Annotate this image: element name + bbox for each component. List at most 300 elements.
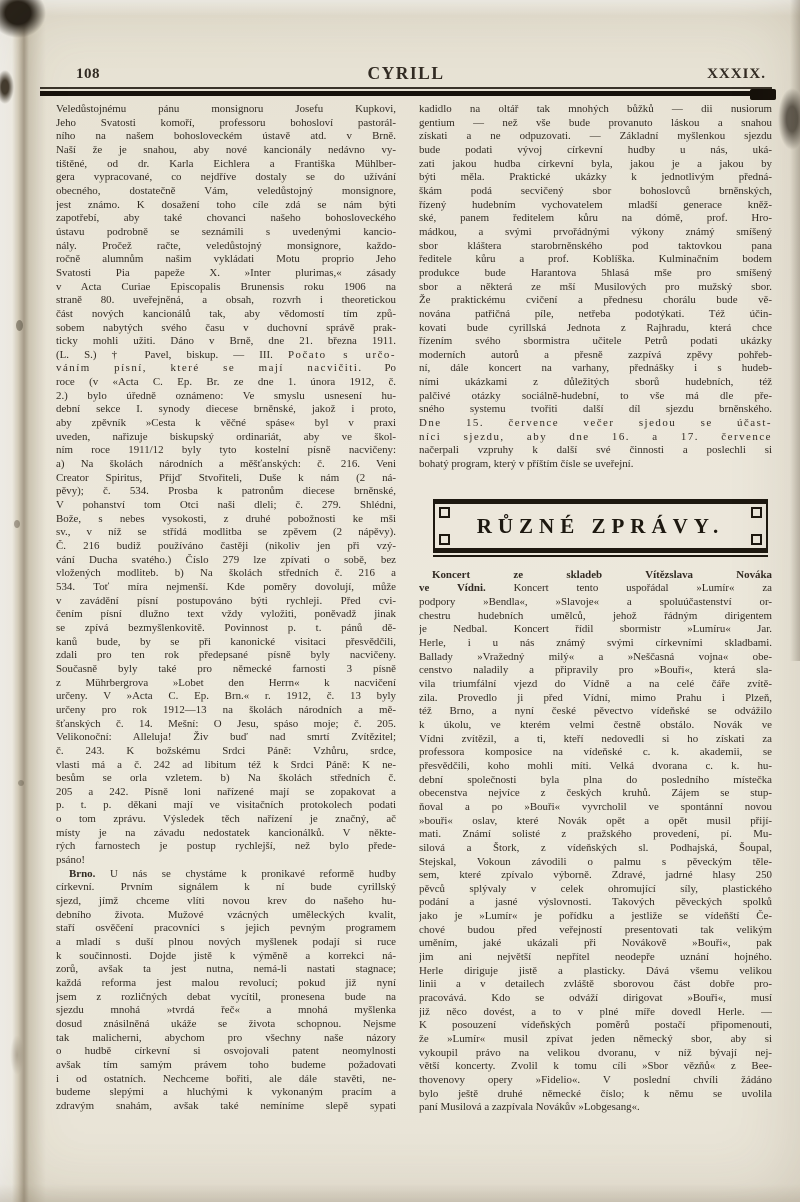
text-run: z Mührbergrova »Lobet den Herrn« k nacvičení <box>56 676 396 689</box>
text-line <box>56 909 396 923</box>
text-run: avšak tím samým právem toho budeme požadovati <box>56 1058 396 1071</box>
text-line <box>419 937 772 951</box>
text-line <box>56 240 396 254</box>
text-line <box>419 240 772 254</box>
text-run: thovenovy opery »Fidelio«. V poslední chvíli žádáno <box>419 1074 772 1086</box>
text-line <box>419 1033 772 1047</box>
text-run: sného systemu tvořiti další díl sjezdu brněnského. <box>419 403 772 416</box>
text-line <box>56 472 396 486</box>
text-line <box>419 692 772 706</box>
text-line <box>419 281 772 295</box>
text-run: vložených modliteb. b) Na školách středních č. 216 a <box>56 567 396 580</box>
text-line <box>56 308 396 322</box>
text-run: nály. Pročež račte, veledůstojný monsignore, každo- <box>56 239 396 252</box>
bold-run: Brno. <box>69 867 96 880</box>
text-line <box>56 513 396 527</box>
text-run: Naší že je snahou, aby nové kancionály nedávno vy- <box>56 143 396 156</box>
text-run: a mladí s duší plnou nových myšlenek podají si ruce <box>56 936 396 949</box>
text-run: sbor kláštera starobrněnského pod taktovkou pana <box>419 239 772 252</box>
text-line <box>56 294 396 308</box>
text-run: chové budou před veřejností presentovati tak velikým <box>419 923 772 936</box>
text-line <box>56 663 396 677</box>
scan-artifact <box>0 70 14 104</box>
text-run: gera vypracované, co nejdříve dostaly se do užívání <box>56 171 396 184</box>
text-run: »bouři« oslav, které Novák opět a opět musil přijí- <box>419 814 772 827</box>
text-run: ními ukázkami z důležitých sborů hudebních, též <box>419 376 772 389</box>
text-line <box>419 212 772 226</box>
text-run: ticky mohli užiti. Dáno v Brně, dne 21. března 1911. <box>56 335 396 348</box>
text-run: šťanských č. 14. Mešní: O Jesu, spáso moje; č. 205. <box>56 717 396 730</box>
text-line <box>419 185 772 199</box>
text-line <box>419 376 772 390</box>
text-line <box>419 158 772 172</box>
text-run: Stejskal, Vokoun závodili o palmu s pěveckým těle- <box>419 855 772 868</box>
text-line <box>56 936 396 950</box>
text-line <box>419 1006 772 1020</box>
text-run: sobem nabytých svého času v duchovní správě prak- <box>56 321 396 334</box>
text-run: bylo ještě druhé německé číslo; k němu se uvolila <box>419 1087 772 1100</box>
text-run: se zpívá bezmyšlenkovitě. Povinnost p. t. pánů dě- <box>56 621 396 634</box>
text-run: i od ostatních. Nechceme bořiti, ale dále stavěti, ne- <box>56 1072 396 1085</box>
text-line <box>56 144 396 158</box>
text-run: Současně byly také pro německé farnosti 3 písně <box>56 662 396 675</box>
text-line <box>419 951 772 965</box>
text-line <box>56 458 396 472</box>
text-line <box>56 718 396 732</box>
paragraph <box>419 569 772 1115</box>
text-run: zati jakou hudba církevní byla, jakou je a jakou by <box>419 157 772 170</box>
text-line <box>419 1019 772 1033</box>
text-line <box>56 690 396 704</box>
text-line <box>56 130 396 144</box>
text-line <box>56 349 396 363</box>
text-line <box>419 801 772 815</box>
text-run: zapotřebí, aby také chovanci našeho bohosloveckého <box>56 212 396 225</box>
text-line <box>419 144 772 158</box>
text-run: (L. S.) † Pavel, biskup. — III. <box>56 348 288 361</box>
text-run: Svatosti Pia papeže X. »Inter plurimas,« zásady <box>56 266 396 279</box>
text-run: místy je na závadu nedostatek kancionálků. V někte- <box>56 826 396 839</box>
text-line <box>56 868 396 882</box>
text-run: o tom zprávu. Výsledek těch nařízení je značný, ač <box>56 813 396 826</box>
text-line <box>419 719 772 733</box>
letterspaced-run: váním písní, které se mají nacvičiti. <box>56 362 363 375</box>
volume-number: XXXIX. <box>707 66 766 82</box>
text-run: U nás se chystáme k pronikavé reformě hudby <box>95 867 396 880</box>
text-line <box>419 569 772 583</box>
text-run: sbor a některá ze mší Musilových pro mužský sbor. <box>419 280 772 293</box>
text-line <box>419 458 772 472</box>
text-line <box>419 253 772 267</box>
paragraph <box>56 103 396 868</box>
text-run: Jeho Svatosti komoří, professoru bohosloví pastorál- <box>56 116 396 129</box>
scan-artifact <box>10 1035 24 1075</box>
text-run: censtvo naladily a připravily pro »Bouři«, která sla- <box>419 664 772 677</box>
text-run: gentium — než vše bude provanuto láskou a snahou <box>419 116 772 129</box>
letterspaced-run: Dne 15. července večer sjedou se účast- <box>419 417 772 430</box>
text-line <box>419 705 772 719</box>
text-run: Herle diriguje jistě a plasticky. Dává všemu velikou <box>419 964 772 977</box>
text-line <box>56 322 396 336</box>
text-run: straně 80. uveřejněná, a obsah, rozvrh i theoretickou <box>56 294 396 307</box>
text-line <box>56 335 396 349</box>
text-line <box>419 678 772 692</box>
text-run: zdravým snahám, avšak také nemíníme slepě sypati <box>56 1099 396 1112</box>
text-run: besům se orla vzletem. b) Na školách středních č. <box>56 772 396 785</box>
text-line <box>56 581 396 595</box>
text-line <box>56 881 396 895</box>
text-line <box>419 869 772 883</box>
text-run: též Brno, a nyní české pěvectvo vídeňské se odvážilo <box>419 705 772 718</box>
text-run: určeny pro rok 1912—13 na školách národních a mě- <box>56 703 396 716</box>
text-run: rých farnostech je postup rychlejší, než bylo přede- <box>56 840 396 853</box>
text-run: je Nedbal. Koncert řídil sbormistr »Lumíru« Jar. <box>419 623 772 636</box>
text-run: chestru hudebních umělců, jehož řádným dirigentem <box>419 609 772 622</box>
text-run: k úkolu, ve kterém velmi čestně obstálo. Novák ve <box>419 718 772 731</box>
header-rule-end-blob <box>750 89 776 100</box>
text-line <box>56 540 396 554</box>
text-line <box>419 349 772 363</box>
text-line <box>56 212 396 226</box>
text-run: Po <box>362 362 396 375</box>
text-line <box>56 117 396 131</box>
scan-edge-bottom <box>0 1184 800 1202</box>
text-run: zdali pro ten rok předepsané písně byly nacvičeny. <box>56 649 396 662</box>
text-run: Koncert tento uspořádal »Lumír« za <box>485 582 772 595</box>
text-run: pěvy); č. 534. Prosba k patronům diecese brněnské, <box>56 485 396 498</box>
text-line <box>56 950 396 964</box>
text-run: debního života. Mužové vzácných uměleckých kvalit, <box>56 908 396 921</box>
text-run: řízením svého sbormistra učitele Petrů podati ukázky <box>419 335 772 348</box>
text-run: budeme slepými a hluchými k vykonaným pracím a <box>56 1086 396 1099</box>
text-run: Bože, s nebes vysokosti, z druhé pobožnosti ke mši <box>56 512 396 525</box>
text-line <box>56 1100 396 1114</box>
text-line <box>419 992 772 1006</box>
text-line <box>419 978 772 992</box>
text-line <box>419 267 772 281</box>
text-run: býti měla. Praktické ukázky k jednotlivým předná- <box>419 171 772 184</box>
text-run: č. 243. K božskému Srdci Páně: Vzhůru, srdce, <box>56 744 396 757</box>
letterspaced-run: Počato s určo- <box>287 348 396 361</box>
scan-artifact <box>16 320 23 331</box>
text-run: podání a jasné výslovnosti. Takových pěveckých spolků <box>419 896 772 909</box>
bold-run: Koncert ze skladeb Vítězslava Nováka <box>432 568 772 581</box>
text-run: škám podá secvičený sbor bohoslovců brněnských, <box>419 184 772 197</box>
text-run: získati a ne odpuzovati. — Základní myšlenkou sjezdu <box>419 130 772 143</box>
section-heading-box <box>433 499 768 553</box>
text-line <box>419 362 772 376</box>
text-line <box>56 895 396 909</box>
text-run: zorů, avšak ta jest nutna, nemá-li nastati stagnace; <box>56 963 396 976</box>
text-line <box>56 922 396 936</box>
text-run: k součinnosti. Dojde jistě k výměně a korrekci ná- <box>56 949 396 962</box>
text-line <box>56 799 396 813</box>
text-line <box>419 1047 772 1061</box>
text-run: jest známo. K dosažení toho cíle zdá se nám býti <box>56 198 396 211</box>
text-line <box>56 608 396 622</box>
text-run: v zavádění písní postupováno býti rychleji. Před cvi- <box>56 594 396 607</box>
text-run: 534. Toť míra nejmenší. Kde poměry dovolují, může <box>56 580 396 593</box>
text-line <box>56 403 396 417</box>
text-line <box>56 1018 396 1032</box>
text-run: aby zpěvník »Cesta k věčné spáse« byl v praxi <box>56 417 396 430</box>
text-run: nována patřičná píle, netřeba podotýkati. Též účin- <box>419 307 772 320</box>
text-line <box>419 117 772 131</box>
text-line <box>56 567 396 581</box>
text-run: tak malicherni, abychom pro všechny naše názory <box>56 1031 396 1044</box>
text-line <box>419 787 772 801</box>
text-line <box>419 1060 772 1074</box>
text-run: větší koncerty. Zvolil k tomu cíli »Sbor vězňů« z Bee- <box>419 1060 772 1073</box>
text-run: Č. 216 budiž používáno častěji (nikoliv jen při vzý- <box>56 540 396 552</box>
text-run: Creator Spiritus, Přijď Stvořiteli, Duše k nám (2 ná- <box>56 471 396 484</box>
text-line <box>56 158 396 172</box>
text-line <box>56 1059 396 1073</box>
text-line <box>419 623 772 637</box>
scan-edge-left <box>0 0 46 1202</box>
text-run: obecného, dostatečně Vám, veledůstojný monsignore, <box>56 184 396 197</box>
text-run: Vídni zvítězil, a ti, kteří nedovedli si ho získati za <box>419 732 772 745</box>
text-run: mati. Známí solisté z pražského provedení, pí. Mu- <box>419 828 772 841</box>
text-run: jsem z rozličných debat vycítil, pronesena bude na <box>56 990 396 1003</box>
column-left <box>56 103 396 1114</box>
text-run: přesvědčili, koho mohli míti. Velká dvorana c. k. hu- <box>419 759 772 772</box>
text-line <box>56 759 396 773</box>
scan-artifact <box>0 0 46 38</box>
text-line <box>56 622 396 636</box>
text-run: Ballady »Vražedný milý« a »Neščasná vojna« obe- <box>419 650 772 663</box>
text-run: čením písní dlužno text vždy vyložiti, poněvadž jinak <box>56 608 396 621</box>
text-run: bohatý program, který v příštím čísle se uveřejní. <box>419 458 634 471</box>
text-line <box>56 376 396 390</box>
text-run: linii a v detailech zvláště sborovou část dobře pro- <box>419 978 772 991</box>
text-run: staří osvěčení pracovníci s jejich pevným programem <box>56 922 396 935</box>
text-line <box>419 199 772 213</box>
text-line <box>419 637 772 651</box>
text-line <box>419 774 772 788</box>
text-line <box>56 854 396 868</box>
text-line <box>56 526 396 540</box>
text-line <box>419 664 772 678</box>
page-header <box>40 58 772 84</box>
text-run: tištěné, od dr. Karla Eichlera a Františka Mühlber- <box>56 157 396 170</box>
text-line <box>419 322 772 336</box>
text-run: paní Musilová a zazpívala Novákův »Lobgesang«. <box>419 1101 640 1114</box>
text-line <box>419 965 772 979</box>
text-line <box>56 362 396 376</box>
text-run: Veledůstojnému pánu monsignoru Josefu Kupkovi, <box>56 103 396 115</box>
text-line <box>56 554 396 568</box>
text-run: psáno! <box>56 854 86 867</box>
text-line <box>56 1073 396 1087</box>
text-line <box>419 1088 772 1102</box>
text-line <box>56 595 396 609</box>
text-line <box>56 431 396 445</box>
text-line <box>419 746 772 760</box>
page-number: 108 <box>76 66 100 82</box>
text-line <box>56 991 396 1005</box>
text-line <box>56 444 396 458</box>
text-line <box>419 582 772 596</box>
text-run: určeny. V »Acta C. Ep. Brn.« r. 1912, č. 13 byly <box>56 690 396 703</box>
scan-artifact <box>778 88 800 150</box>
text-run: 205 a 242. Písně loni nařízené mají se zopakovat a <box>56 785 396 798</box>
text-run: moderních autorů a přesně zazpívá zpěvy pohřeb- <box>419 348 772 361</box>
text-line <box>56 226 396 240</box>
text-line <box>56 963 396 977</box>
text-line <box>56 103 396 117</box>
text-run: pracovává. Kdo se odváží dirigovat »Bouři«, musí <box>419 992 772 1005</box>
text-run: mádkou, a svými prvořádnými výkony známý smíšený <box>419 225 772 238</box>
text-run: kanů bude, by se při kanonické visitaci přesvědčili, <box>56 635 396 648</box>
text-run: sem, které zpívalo výborně. Zdravé, jadrné hlasy 250 <box>419 869 772 882</box>
text-line <box>419 733 772 747</box>
journal-title: CYRILL <box>367 63 445 83</box>
text-line <box>56 772 396 786</box>
text-run: sjezd, jímž chceme vlíti novou krev do našeho hu- <box>56 895 396 908</box>
text-run: kovati bude cyrillská Jednota z Rajhradu, která chce <box>419 321 772 334</box>
scan-artifact <box>18 780 24 786</box>
text-line <box>419 294 772 308</box>
scan-edge-right <box>790 0 800 661</box>
text-line <box>56 485 396 499</box>
text-line <box>56 417 396 431</box>
text-line <box>56 813 396 827</box>
text-line <box>419 1101 772 1115</box>
text-run: p. t. p. děkani mají ve visitačních protokolech podati <box>56 799 396 812</box>
text-line <box>56 390 396 404</box>
text-run: část nových kancionálů tak, aby vědomostí tím způ- <box>56 307 396 320</box>
text-run: 2.) bylo úředně oznámeno: Ve smyslu usnesení hu- <box>56 389 396 402</box>
text-line <box>419 444 772 458</box>
bold-run: ve Vídni. <box>419 582 486 595</box>
text-run: sv., v níž se střídá modlitba se zpěvem (2 nápěvy). <box>56 526 396 539</box>
text-run: V pohanství tom Otci naši dleli; č. 279. Shlédni, <box>56 499 396 512</box>
text-run: že »Lumír« musil zpívat jeden německý sbor, aby si <box>419 1033 772 1046</box>
text-run: Herle, i u nás známý svými církevními skladbami. <box>419 637 772 649</box>
text-line <box>56 786 396 800</box>
text-line <box>419 390 772 404</box>
text-line <box>419 103 772 117</box>
paragraph <box>56 868 396 1114</box>
text-run: vykoupil právo na velikou dvoranu, v níž bývají nej- <box>419 1046 772 1059</box>
text-run: ročně alumnům našim vykládati Motu proprio Jeho <box>56 253 396 266</box>
text-run: Že praktickému cvičení a přednesu chorálu bude vě- <box>419 294 772 307</box>
text-run: uměním, jaké ukázali při Novákově »Bouři«, pak <box>419 937 772 950</box>
text-line <box>56 1004 396 1018</box>
text-run: professora komposice na vídeňské c. k. akademii, se <box>419 746 772 759</box>
scan-edge-top <box>0 0 800 16</box>
text-run: o hudbě církevní si osvojovali patent neomylnosti <box>56 1045 396 1058</box>
text-run: vlasti má a č. 242 ad libitum též k Srdci Páně: K ne- <box>56 758 396 771</box>
text-line <box>419 883 772 897</box>
text-run: načerpali vzpruhy k další své činnosti a poslechli si <box>419 444 772 457</box>
text-run: dební společnosti byla plna do posledního místečka <box>419 773 772 786</box>
text-line <box>56 267 396 281</box>
text-line <box>419 403 772 417</box>
text-line <box>419 171 772 185</box>
text-line <box>56 704 396 718</box>
text-run: a) Na školách národních a měšťanských: č. 216. Veni <box>56 458 396 471</box>
text-run: kadidlo na oltář tak mnohých bůžků — dii nusiorum <box>419 103 772 115</box>
text-line <box>56 253 396 267</box>
column-right <box>419 103 772 1115</box>
text-run: ního na našem bohosloveckém ústavě atd. v Brně. <box>56 130 396 143</box>
text-line <box>419 610 772 624</box>
text-line <box>56 171 396 185</box>
text-line <box>419 910 772 924</box>
text-line <box>419 431 772 445</box>
text-line <box>56 649 396 663</box>
section-title: RŮZNÉ ZPRÁVY. <box>476 513 725 538</box>
text-line <box>419 828 772 842</box>
text-line <box>56 977 396 991</box>
text-line <box>56 840 396 854</box>
text-line <box>419 1074 772 1088</box>
text-run: ské, panem ředitelem kůru na dómě, prof. Hro- <box>419 212 772 225</box>
text-run: dební sekce I. synody diecese brněnské, jakož i proto, <box>56 403 396 416</box>
paragraph <box>419 103 772 472</box>
text-run: každá reforma jest malou revolucí; pokud již nyní <box>56 977 396 989</box>
text-line <box>419 815 772 829</box>
text-run: církevní. Prvním signálem k ní bude cyrillský <box>56 881 396 894</box>
text-run: ústavu podrobně se seznámili s uvedenými kancio- <box>56 225 396 238</box>
letterspaced-run: níci sjezdu, aby dne 16. a 17. července <box>419 430 772 443</box>
text-run: podpory »Bendla«, »Slavoje« a spoluúčastenství or- <box>419 596 772 609</box>
text-line <box>419 760 772 774</box>
text-run: již něco dovést, a to v plné míře dovedl Herle. — <box>419 1005 772 1018</box>
text-line <box>419 924 772 938</box>
text-run: sjezdu mnohá »tvrdá řeč« a mnohá myšlenka <box>56 1004 396 1017</box>
text-run: ní, dále koncert na varhany, přednášky i s hudeb- <box>419 362 772 375</box>
scan-artifact <box>14 520 20 528</box>
text-line <box>419 842 772 856</box>
text-run: produkce bude Harantova 5hlasá mše pro smíšený <box>419 266 772 279</box>
text-run: jim ani největší nepřítel neodepře uznání hojného. <box>419 951 772 964</box>
text-run: vila triumfální vjezd do Vídně a na celé čáře zvítě- <box>419 677 772 690</box>
text-run: uveden, nařizuje biskupský ordinariát, aby ve škol- <box>56 430 396 443</box>
text-line <box>56 1032 396 1046</box>
text-line <box>419 896 772 910</box>
text-run: v Acta Curiae Episcopalis Brunensis roku 1906 na <box>56 280 396 293</box>
text-line <box>56 745 396 759</box>
text-run: ním roce 1911/12 byly tyto kostelní písně nacvičeny: <box>56 444 396 457</box>
text-run: vání Ducha svatého.) Číslo 279 lze zpívati o sobě, bez <box>56 553 396 566</box>
text-line <box>419 308 772 322</box>
text-run: palčivé otázky sociálně-hudební, to vše má dle pře- <box>419 389 772 402</box>
text-line <box>419 226 772 240</box>
text-run: obecenstva nejvíce z českých kruhů. Zájem se stup- <box>419 787 772 800</box>
text-line <box>56 499 396 513</box>
text-line <box>56 636 396 650</box>
text-line <box>56 1086 396 1100</box>
text-run: bude podati vývoj církevní hudby u nás, uká- <box>419 143 772 156</box>
text-run: dosud znásilněná ukáže se života schopnou. Nejsme <box>56 1017 396 1030</box>
text-run: řízený hudebním vychovatelem mladší generace kněž- <box>419 198 772 211</box>
text-line <box>56 827 396 841</box>
text-run: Velikonoční: Alleluja! Živ buď nad smrtí Zvítězitel; <box>56 731 396 744</box>
text-line <box>56 185 396 199</box>
text-run: ředitele kůru a prof. Koblíška. Kulminačním bodem <box>419 253 772 266</box>
text-run: pěvců splývaly v celek ohromující síly, plastického <box>419 882 772 895</box>
text-line <box>56 1045 396 1059</box>
text-line <box>419 856 772 870</box>
text-line <box>419 651 772 665</box>
text-line <box>419 130 772 144</box>
text-run: zila. Provedlo ji před Vídní, mimo Prahu i Plzeň, <box>419 691 772 704</box>
text-line <box>419 335 772 349</box>
text-line <box>56 199 396 213</box>
